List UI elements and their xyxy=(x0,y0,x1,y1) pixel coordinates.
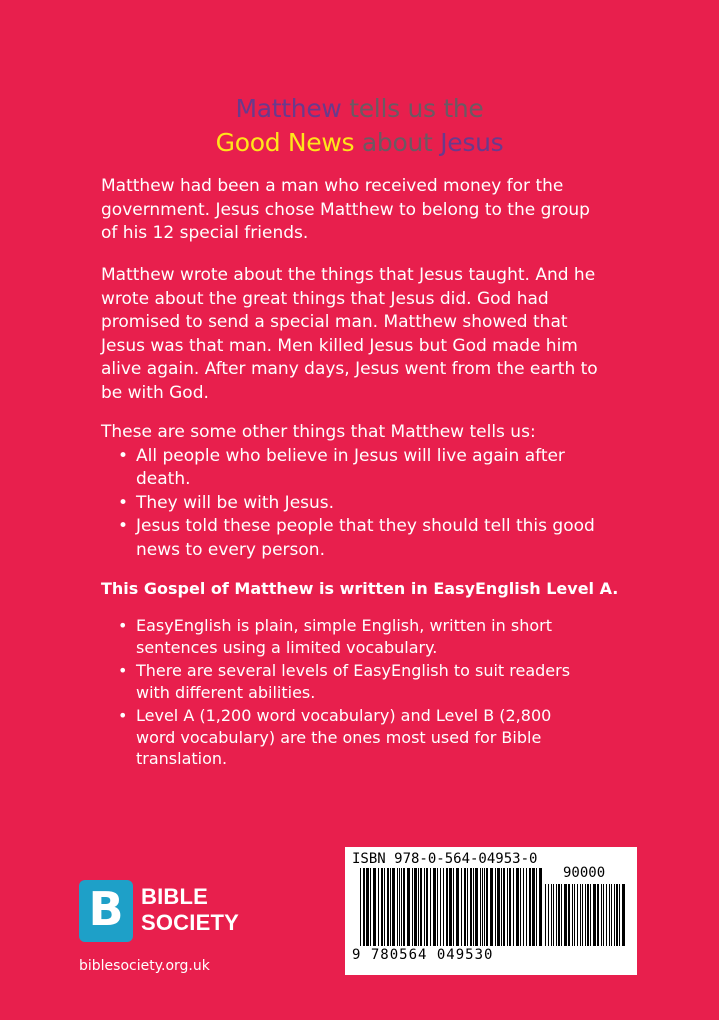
barcode-bar xyxy=(580,884,581,946)
barcode-bar xyxy=(503,868,505,946)
barcode-bar xyxy=(390,868,391,946)
barcode-bar xyxy=(561,884,562,946)
barcode-bar xyxy=(568,884,570,946)
list-item: • Jesus told these people that they should tell this good news to every person. xyxy=(118,515,601,562)
barcode-bar xyxy=(403,868,405,946)
logo-line-1: BIBLE xyxy=(141,884,208,909)
barcode-bar xyxy=(443,868,444,946)
logo-line-2: SOCIETY xyxy=(141,910,239,935)
barcode-bar xyxy=(520,868,521,946)
barcode-bar xyxy=(378,868,379,946)
paragraph-2: Matthew wrote about the things that Jesus taught. And he wrote about the great things that Jesus did. God had promised to send a special man. Matthew showed that Jesus was that man. Men killed Jesus but God made him alive again. After many days, Jesus went from the earth to be with God. xyxy=(101,265,598,403)
list-item: • All people who believe in Jesus will live again after death. xyxy=(118,445,601,492)
teaching-paragraph xyxy=(101,264,601,405)
barcode-bar xyxy=(407,868,410,946)
paragraph-3: These are some other things that Matthew tells us: xyxy=(101,422,536,442)
barcode-bar xyxy=(590,884,591,946)
logo-mark xyxy=(79,880,133,942)
barcode-bar xyxy=(601,884,602,946)
barcode-bar xyxy=(593,884,596,946)
list-item: • EasyEnglish is plain, simple English, written in short sentences using a limited vocabulary. xyxy=(118,615,588,658)
barcode-bar xyxy=(449,868,452,946)
barcode-bar xyxy=(585,884,586,946)
barcode-bars xyxy=(360,868,543,946)
barcode-bar xyxy=(577,884,578,946)
barcode-bar xyxy=(509,868,511,946)
barcode-bar xyxy=(446,868,448,946)
barcode-bar xyxy=(387,868,389,946)
barcode-bar xyxy=(482,868,483,946)
barcode-bar xyxy=(516,868,519,946)
barcode-bar xyxy=(381,868,383,946)
paragraph-1: Matthew had been a man who received money for the government. Jesus chose Matthew to belong to the group of his 12 special friends. xyxy=(101,176,590,243)
barcode-bar xyxy=(622,884,625,946)
list-item: • They will be with Jesus. xyxy=(118,492,601,516)
barcode-bar xyxy=(614,884,615,946)
barcode-bar xyxy=(414,868,417,946)
barcode-bar xyxy=(572,884,573,946)
barcode-bar xyxy=(418,868,419,946)
barcode-bar xyxy=(397,868,398,946)
addon-barcode-bars xyxy=(545,884,627,946)
barcode-bar xyxy=(616,884,618,946)
barcode-bar xyxy=(370,868,371,946)
barcode-bar xyxy=(545,884,546,946)
barcode-bar xyxy=(553,884,554,946)
barcode-bar xyxy=(384,868,385,946)
barcode-bar xyxy=(548,884,549,946)
barcode-bar xyxy=(392,868,395,946)
barcode-bar xyxy=(363,868,365,946)
barcode-bar xyxy=(532,868,535,946)
barcode-bar xyxy=(513,868,514,946)
title-word-matthew: Matthew xyxy=(235,94,342,123)
barcode-bar xyxy=(430,868,431,946)
barcode-bar xyxy=(582,884,583,946)
barcode-bar xyxy=(501,868,502,946)
barcode-bar xyxy=(401,868,402,946)
isbn-text: ISBN 978-0-564-04953-0 xyxy=(352,851,538,867)
level-heading: This Gospel of Matthew is written in EasyEnglish Level A. xyxy=(101,579,619,598)
barcode-bar xyxy=(366,868,369,946)
barcode-bar xyxy=(424,868,425,946)
barcode-bar xyxy=(490,868,493,946)
barcode-bar xyxy=(609,884,610,946)
barcode-bar xyxy=(467,868,468,946)
list-item: • There are several levels of EasyEnglish to suit readers with different abilities. xyxy=(118,660,588,703)
other-things-list xyxy=(118,445,601,563)
price-code: 90000 xyxy=(563,865,606,881)
barcode-bar xyxy=(440,868,441,946)
barcode-bar xyxy=(437,868,438,946)
title-words-good-news: Good News xyxy=(215,128,355,157)
barcode-bar xyxy=(558,884,560,946)
barcode-bar xyxy=(526,868,527,946)
barcode-bar xyxy=(470,868,472,946)
bible-society-logo xyxy=(79,880,249,942)
barcode-bar xyxy=(373,868,376,946)
barcode-bar xyxy=(486,868,488,946)
barcode-bar xyxy=(480,868,481,946)
barcode-bar xyxy=(564,884,567,946)
cover-title xyxy=(0,92,719,160)
easyenglish-list xyxy=(118,615,588,772)
barcode-bar xyxy=(360,868,361,946)
barcode-bar xyxy=(399,868,400,946)
barcode-bar xyxy=(433,868,436,946)
barcode-bar xyxy=(495,868,496,946)
barcode-bar xyxy=(587,884,589,946)
barcode-bar xyxy=(536,868,537,946)
barcode-bar xyxy=(464,868,466,946)
title-line-2 xyxy=(0,126,719,160)
barcode-bar xyxy=(473,868,474,946)
ean-digits: 9 780564 049530 xyxy=(352,947,494,963)
barcode-bar xyxy=(606,884,607,946)
barcode-bar xyxy=(523,868,524,946)
barcode-bar xyxy=(475,868,478,946)
barcode-bar xyxy=(619,884,620,946)
list-item: • Level A (1,200 word vocabulary) and Level B (2,800 word vocabulary) are the ones most used for Bible translation. xyxy=(118,705,588,770)
logo-wordmark xyxy=(141,884,239,936)
barcode-bar xyxy=(597,884,599,946)
title-line-1 xyxy=(0,92,719,126)
barcode-bar xyxy=(551,884,552,946)
barcode-bar xyxy=(420,868,422,946)
other-things-section xyxy=(101,421,601,562)
barcode-bar xyxy=(484,868,485,946)
barcode-bar xyxy=(497,868,500,946)
logo-letter: B xyxy=(88,882,124,936)
title-word-about: about xyxy=(354,128,441,157)
barcode-bar xyxy=(456,868,459,946)
barcode-bar xyxy=(507,868,508,946)
intro-paragraph xyxy=(101,175,601,246)
barcode-bar xyxy=(412,868,413,946)
barcode-bar xyxy=(529,868,531,946)
title-words-tells-us-the: tells us the xyxy=(341,94,484,123)
barcode-bar xyxy=(453,868,454,946)
barcode-bar xyxy=(556,884,557,946)
website-url: biblesociety.org.uk xyxy=(79,958,210,974)
barcode-bar xyxy=(611,884,612,946)
barcode-bar xyxy=(461,868,462,946)
barcode-bar xyxy=(603,884,604,946)
barcode-bar xyxy=(426,868,428,946)
barcode-bar xyxy=(574,884,575,946)
title-word-jesus: Jesus xyxy=(440,128,504,157)
barcode-bar xyxy=(539,868,542,946)
